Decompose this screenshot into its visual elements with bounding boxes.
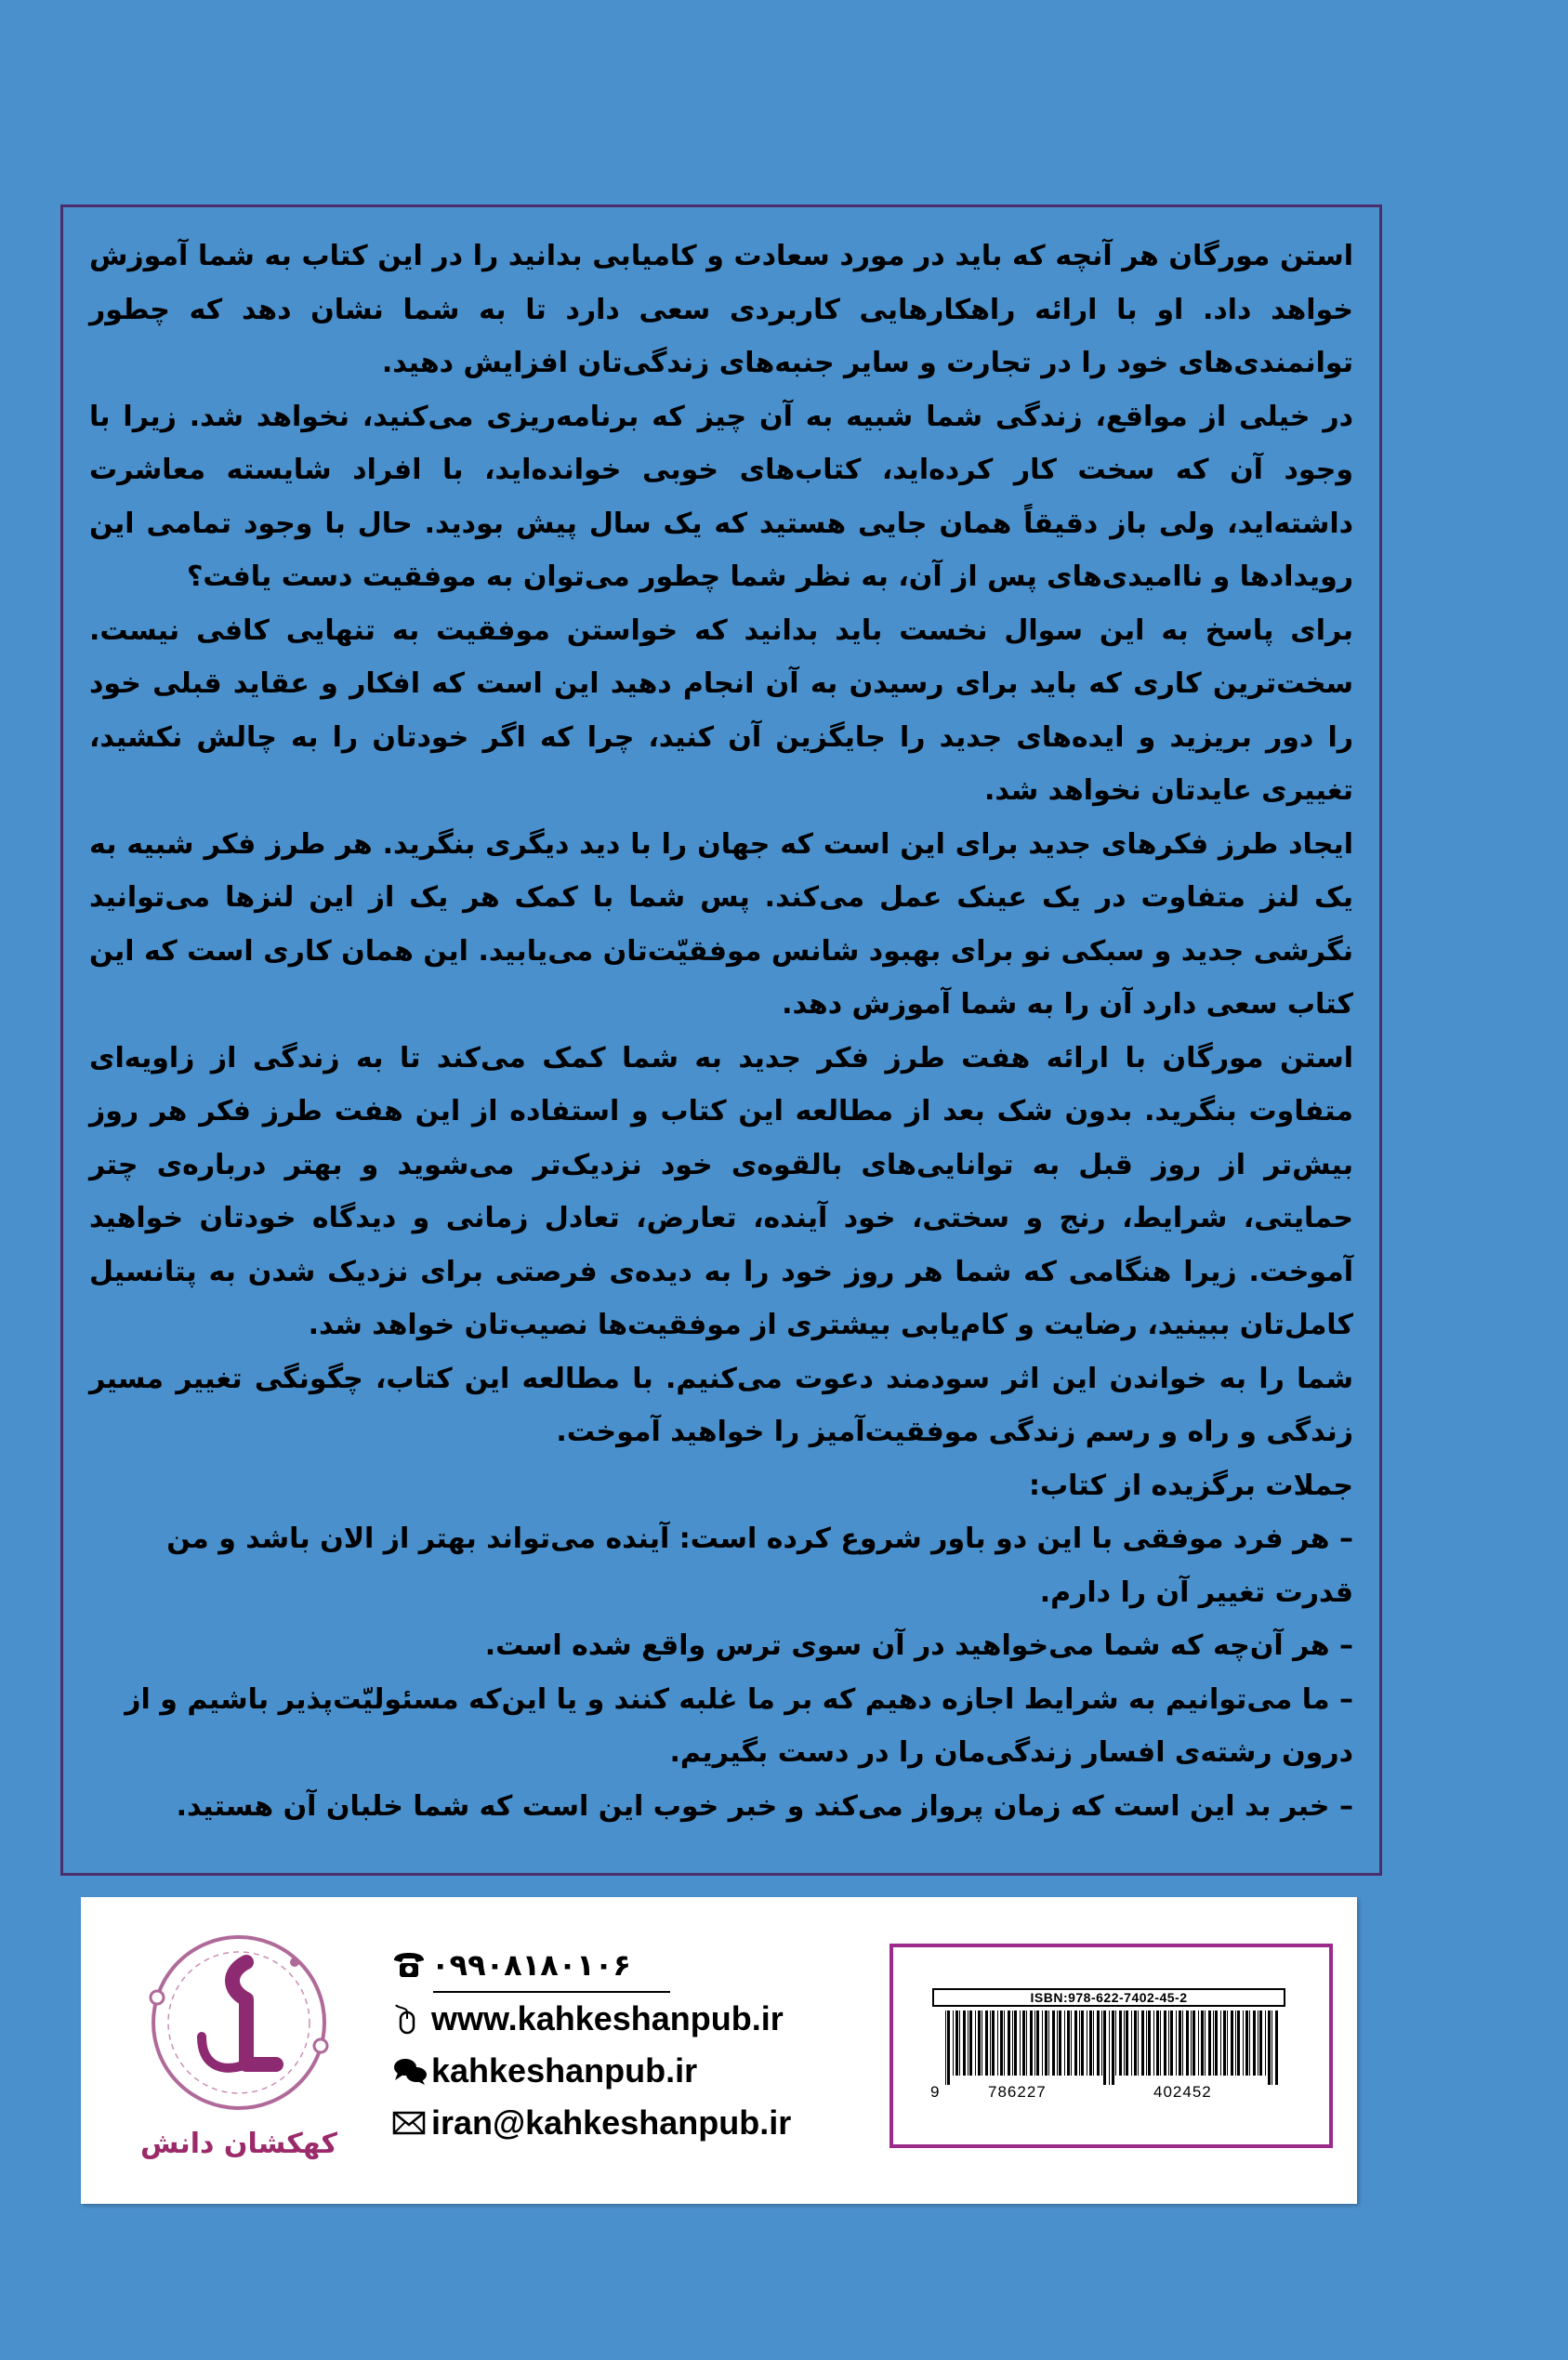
barcode-bar (997, 2011, 998, 2076)
barcode-bar (1259, 2011, 1262, 2076)
description-paragraph-1: استن مورگان هر آنچه که باید در مورد سعادت و کامیابی بدانید را در این کتاب به شما آموزش خواهد داد. او با ارائه راهکارهایی کاربردی سعی دارد تا به شما نشان دهد که چطور توانمندی‌های خود را در تجارت و سایر جنبه‌های زندگی‌تان افزایش دهید. (89, 240, 1353, 379)
barcode-bar (1201, 2011, 1204, 2076)
barcode-bar (1182, 2011, 1183, 2076)
barcode-bar (1004, 2011, 1005, 2076)
isbn-label: ISBN:978-622-7402-45-2 (932, 1988, 1285, 2007)
phone-row (392, 1939, 876, 1991)
barcode-bar (1192, 2011, 1195, 2076)
barcode-bar (1000, 2011, 1003, 2076)
barcode-bar (1093, 2011, 1094, 2076)
barcode-bar (1022, 2011, 1025, 2076)
barcode-bar (1008, 2011, 1010, 2076)
quotes-heading: جملات برگزیده از کتاب: (1029, 1469, 1353, 1502)
barcode-bar (1042, 2011, 1043, 2076)
mail-icon (392, 2111, 431, 2135)
website-link[interactable]: www.kahkeshanpub.ir (431, 1999, 784, 2037)
description-paragraph-6: شما را به خواندن این اثر سودمند دعوت می‌کنیم. با مطالعه این کتاب، چگونگی تغییر مسیر زندگی و راه و رسم زندگی موفقیت‌آمیز را خواهید آموخت. (89, 1362, 1353, 1448)
barcode-bar (1227, 2011, 1228, 2076)
barcode-bar (1275, 2011, 1278, 2085)
barcode-bar (1138, 2011, 1139, 2076)
barcode-bar (1014, 2011, 1017, 2076)
barcode-bar (1057, 2011, 1058, 2076)
barcode-bar (1067, 2011, 1070, 2076)
barcode-bar (953, 2011, 954, 2076)
barcode-bar (975, 2011, 976, 2076)
barcode-bar (1052, 2011, 1055, 2076)
barcode-bar (1112, 2011, 1114, 2085)
publisher-name: کهکشان دانش (140, 2128, 337, 2160)
description-paragraph-4: ایجاد طرز فکرهای جدید برای این است که جهان را با دید دیگری بنگرید. هر طرز فکر شبیه به یک لنز متفاوت در یک عینک عمل می‌کند. پس شما با کمک هر یک از این لنزها می‌توانید نگرشی جدید و سبکی نو برای بهبود شانس موفقیّت‌تان می‌یابید. این همان کاری است که این کتاب سعی دارد آن را به شما آموزش دهد. (89, 827, 1353, 1021)
barcode-bar (978, 2011, 981, 2076)
website-row (392, 1993, 876, 2045)
email-link[interactable]: iran@kahkeshanpub.ir (431, 2103, 792, 2142)
phone-icon (392, 1951, 431, 1979)
chat-icon (392, 2056, 431, 2086)
barcode-bar (1115, 2011, 1116, 2076)
barcode-bar (1146, 2011, 1147, 2076)
barcode-bar (1213, 2011, 1214, 2076)
barcode-bar (959, 2011, 960, 2076)
barcode-bar (1026, 2011, 1027, 2076)
description-paragraph-2: در خیلی از مواقع، زندگی شما شبیه به آن چیز که برنامه‌ریزی می‌کنید، نخواهد شد. زیرا با وجود آن که سخت کار کرده‌اید، کتاب‌های خوبی خوانده‌اید، با افراد شایسته معاشرت داشته‌اید، ولی باز دقیقاً همان جایی هستید که یک سال پیش بودید. حال با وجود تمامی این رویدادها و ناامیدی‌های پس از آن، به نظر شما چطور می‌توان به موفقیت دست یافت؟ (89, 400, 1353, 593)
barcode-bar (1134, 2011, 1137, 2076)
publisher-logo (137, 1925, 341, 2185)
barcode-bar (1208, 2011, 1211, 2076)
barcode-bar (1131, 2011, 1132, 2076)
barcode-bar (1168, 2011, 1169, 2076)
barcode-bar (1119, 2011, 1122, 2076)
barcode-bar (1223, 2011, 1226, 2076)
barcode-bar (947, 2011, 950, 2085)
barcode-bar (1265, 2011, 1266, 2076)
barcode-bar (1186, 2011, 1189, 2076)
barcode-bar (990, 2011, 991, 2076)
description-paragraph-5: استن مورگان با ارائه هفت طرز فکر جدید به شما کمک می‌کند تا به زندگی از زاویه‌ای متفاوت بنگرید. بدون شک بعد از مطالعه این کتاب و استفاده از این هفت طرز فکر هر روز بیش‌تر از روز قبل به توانایی‌های بالقوه‌ی خود نزدیک‌تر می‌شوید و بهتر درباره‌ی چتر حمایتی، شرایط، رنج و سختی، خود آینده، تعارض، تعادل زمانی و دیدگاه خودتان خواهید آموخت. زیرا هنگامی که شما هر روز خود را به دیده‌ی فرصتی برای نزدیک شدن به پتانسیل کامل‌تان ببینید، رضایت و کام‌یابی بیشتری از موفقیت‌ها نصیب‌تان خواهد شد. (89, 1041, 1353, 1341)
barcode-bar (1249, 2011, 1250, 2076)
barcode-bar (1215, 2011, 1218, 2076)
barcode-bar (1079, 2011, 1080, 2076)
barcode-bar (985, 2011, 988, 2076)
barcode-bar (1156, 2011, 1159, 2076)
barcode-bar (1220, 2011, 1221, 2076)
quote-2: – هر آن‌چه که شما می‌خواهید در آن سوی ترس واقع شده است. (484, 1629, 1353, 1662)
barcode-bar (1097, 2011, 1100, 2076)
barcode-bar (1268, 2011, 1271, 2085)
barcode-bar (1081, 2011, 1084, 2076)
quote-3: – ما می‌توانیم به شرایط اجازه دهیم که بر ما غلبه کنند و یا این‌که مسئولیّت‌پذیر باشیم و از درون رشته‌ی افسار زندگی‌مان را در دست بگیریم. (125, 1682, 1353, 1769)
barcode-bar (1243, 2011, 1244, 2076)
barcode-bar (1103, 2011, 1106, 2085)
barcode-bar (1059, 2011, 1061, 2076)
email-row (392, 2097, 876, 2149)
barcode-bar (1045, 2011, 1048, 2076)
barcode-bar (1064, 2011, 1065, 2076)
description-box (60, 204, 1382, 1876)
barcode-bar (992, 2011, 995, 2076)
barcode-bar (1071, 2011, 1072, 2076)
barcode-digits-right: 402452 (1153, 2083, 1212, 2101)
quote-1: – هر فرد موفقی با این دو باور شروع کرده است: آینده می‌تواند بهتر از الان باشد و من قدرت تغییر آن را دارم. (166, 1523, 1353, 1609)
phone-number[interactable]: ۰۹۹۰۸۱۸۰۱۰۶ (431, 1947, 631, 1983)
barcode-bar (1253, 2011, 1256, 2076)
barcode-bar (1012, 2011, 1013, 2076)
mouse-icon (392, 2003, 431, 2035)
barcode-bar (969, 2011, 972, 2076)
barcode-bar (1170, 2011, 1173, 2076)
barcode-bar (1101, 2011, 1102, 2076)
barcode-bar (1237, 2011, 1240, 2076)
barcode-bar (1048, 2011, 1049, 2076)
contact-list (392, 1939, 876, 2149)
barcode-bar (1074, 2011, 1077, 2076)
barcode-bar (1124, 2011, 1125, 2076)
publisher-panel (81, 1897, 1357, 2204)
barcode-bar (1191, 2011, 1192, 2076)
social-row (392, 2045, 876, 2097)
barcode-bar (1198, 2011, 1199, 2076)
description-paragraph-3: برای پاسخ به این سوال نخست باید بدانید که خواستن موفقیت به تنهایی کافی نیست. سخت‌ترین کاری که باید برای رسیدن به آن انجام دهید این است که افکار و عقاید قبلی خود را دور بریزید و ایده‌های جدید را جایگزین آن کنید، چرا که اگر خودتان را به چالش نکشید، تغییری عایدتان نخواهد شد. (89, 613, 1353, 807)
barcode-bar (1030, 2011, 1033, 2076)
barcode-digits-left: 786227 (988, 2083, 1047, 2101)
barcode-digit-first: 9 (930, 2083, 941, 2101)
barcode-bar (1126, 2011, 1128, 2076)
barcode-bar (1235, 2011, 1236, 2076)
barcode-bars (932, 2011, 1285, 2085)
barcode-bar (1231, 2011, 1233, 2076)
barcode-bar (1141, 2011, 1144, 2076)
barcode-bar (1089, 2011, 1092, 2076)
barcode-bar (1020, 2011, 1021, 2076)
barcode-bar (1176, 2011, 1177, 2076)
barcode-bar (1036, 2011, 1039, 2076)
barcode-bar (1245, 2011, 1248, 2076)
social-link[interactable]: kahkeshanpub.ir (431, 2051, 698, 2090)
barcode-bar (1164, 2011, 1166, 2076)
publisher-logo-icon (137, 1925, 341, 2125)
barcode-bar (1109, 2011, 1110, 2085)
quote-4: – خبر بد این است که زمان پرواز می‌کند و خبر خوب این است که شما خلبان آن هستید. (176, 1789, 1353, 1823)
barcode-bar (1160, 2011, 1161, 2076)
barcode-bar (963, 2011, 966, 2076)
barcode-bar (955, 2011, 958, 2076)
barcode-bar (1179, 2011, 1181, 2076)
barcode-bar (945, 2011, 946, 2085)
barcode-bar (1148, 2011, 1151, 2076)
barcode-bar (1153, 2011, 1154, 2076)
barcode-bar (1205, 2011, 1206, 2076)
barcode (930, 1988, 1285, 2101)
isbn-frame (889, 1944, 1333, 2148)
barcode-bar (1034, 2011, 1035, 2076)
